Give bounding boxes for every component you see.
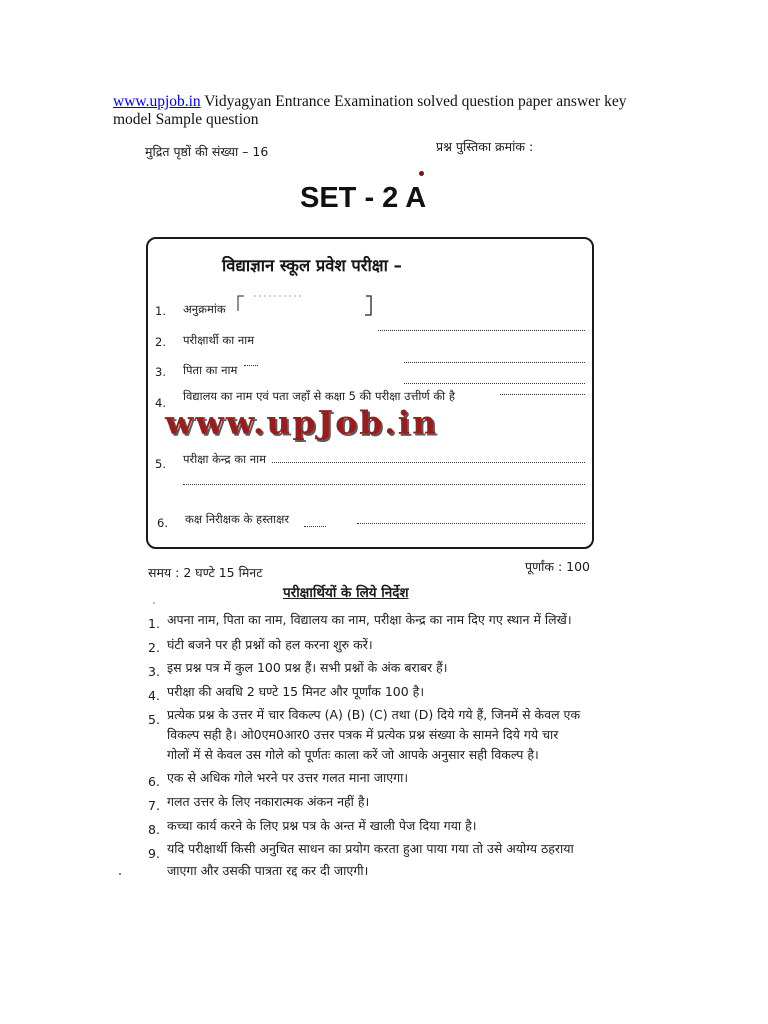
instruction-8-number: 8. [148,822,160,837]
instruction-3-text: इस प्रश्न पत्र में कुल 100 प्रश्न हैं। सभी प्रश्नों के अंक बराबर हैं। [167,660,448,675]
field-5-label: परीक्षा केन्द्र का नाम [183,452,266,466]
instruction-5-line-2: विकल्प सही है। ओ0एम0आर0 उत्तर पत्रक में प्रत्येक प्रश्न संख्या के सामने दिये गये चार [167,727,559,742]
instruction-1-text: अपना नाम, पिता का नाम, विद्यालय का नाम, परीक्षा केन्द्र का नाम दिए गए स्थान में लिखें। [167,612,572,627]
field-3-number: 3. [155,365,166,379]
field-1-dotline [378,330,585,331]
header-text [113,93,633,129]
booklet-number-label: प्रश्न पुस्तिका क्रमांक : [436,139,534,154]
field-4-number: 4. [155,396,166,410]
instruction-7-text: गलत उत्तर के लिए नकारात्मक अंकन नहीं है। [167,794,370,809]
field-6-label: कक्ष निरीक्षक के हस्ताक्षर [185,512,290,526]
field-4-label: विद्यालय का नाम एवं पता जहाँ से कक्षा 5 की परीक्षा उत्तीर्ण की है [183,389,455,403]
header-line1: Vidyagyan Entrance Examination solved question paper answer key [200,93,627,110]
instruction-6-text: एक से अधिक गोले भरने पर उत्तर गलत माना जाएगा। [167,770,409,785]
field-2-dotline [404,362,585,363]
field-4-dotline [500,394,585,395]
instruction-7-number: 7. [148,798,160,813]
instruction-4-number: 4. [148,688,160,703]
field-5-number: 5. [155,457,166,471]
printed-pages-label: मुद्रित पृष्ठों की संख्या – 16 [145,144,269,159]
instruction-4-text: परीक्षा की अवधि 2 घण्टे 15 मिनट और पूर्णांक 100 है। [167,684,425,699]
instruction-9-line-1: यदि परीक्षार्थी किसी अनुचित साधन का प्रयोग करता हुआ पाया गया तो उसे अयोग्य ठहराया [167,841,574,856]
set-label: SET - 2 A [300,182,427,214]
field-1-number: 1. [155,304,166,318]
instruction-5-number: 5. [148,712,160,727]
instruction-9-number: 9. [148,846,160,861]
field-6-dotline [357,523,585,524]
scan-speck [119,873,121,875]
instruction-6-number: 6. [148,774,160,789]
instruction-9-line-2: जाएगा और उसकी पात्रता रद्द कर दी जाएगी। [167,863,369,878]
field-5-dotline-2 [183,484,585,485]
upjob-watermark: www.upJob.in [165,403,439,442]
instruction-8-text: कच्चा कार्य करने के लिए प्रश्न पत्र के अन्त में खाली पेज दिया गया है। [167,818,477,833]
instructions-title: परीक्षार्थियों के लिये निर्देश [283,585,409,601]
instruction-2-text: घंटी बजने पर ही प्रश्नों को हल करना शुरु करें। [167,637,373,652]
upjob-link[interactable]: www.upjob.in [113,93,201,110]
instruction-1-number: 1. [148,616,160,631]
instruction-2-number: 2. [148,640,160,655]
field-2-number: 2. [155,335,166,349]
header-line2: model Sample question [113,111,259,128]
ink-dot [419,171,424,176]
field-3-dotline [404,383,585,384]
field-3-label: पिता का नाम [183,363,238,377]
instruction-5-line-3: गोलों में से केवल उस गोले को पूर्णतः काला करें जो आपके अनुसार सही विकल्प है। [167,747,539,762]
field-1-label: अनुक्रमांक [183,302,226,316]
field-2-label: परीक्षार्थी का नाम [183,333,255,347]
field-3-short-dots [244,365,258,366]
field-6-number: 6. [157,516,168,530]
total-marks-label: पूर्णांक : 100 [525,559,590,574]
time-label: समय : 2 घण्टे 15 मिनट [148,565,263,580]
instruction-3-number: 3. [148,664,160,679]
field-6-short-dots [304,526,326,527]
scan-speck [153,602,155,604]
roll-number-bracket [234,293,374,317]
exam-title: विद्याज्ञान स्कूल प्रवेश परीक्षा – [222,256,402,275]
instruction-5-line-1: प्रत्येक प्रश्न के उत्तर में चार विकल्प (A) (B) (C) तथा (D) दिये गये हैं, जिनमें से केवल एक [167,707,581,722]
field-5-dotline-1 [272,462,585,463]
